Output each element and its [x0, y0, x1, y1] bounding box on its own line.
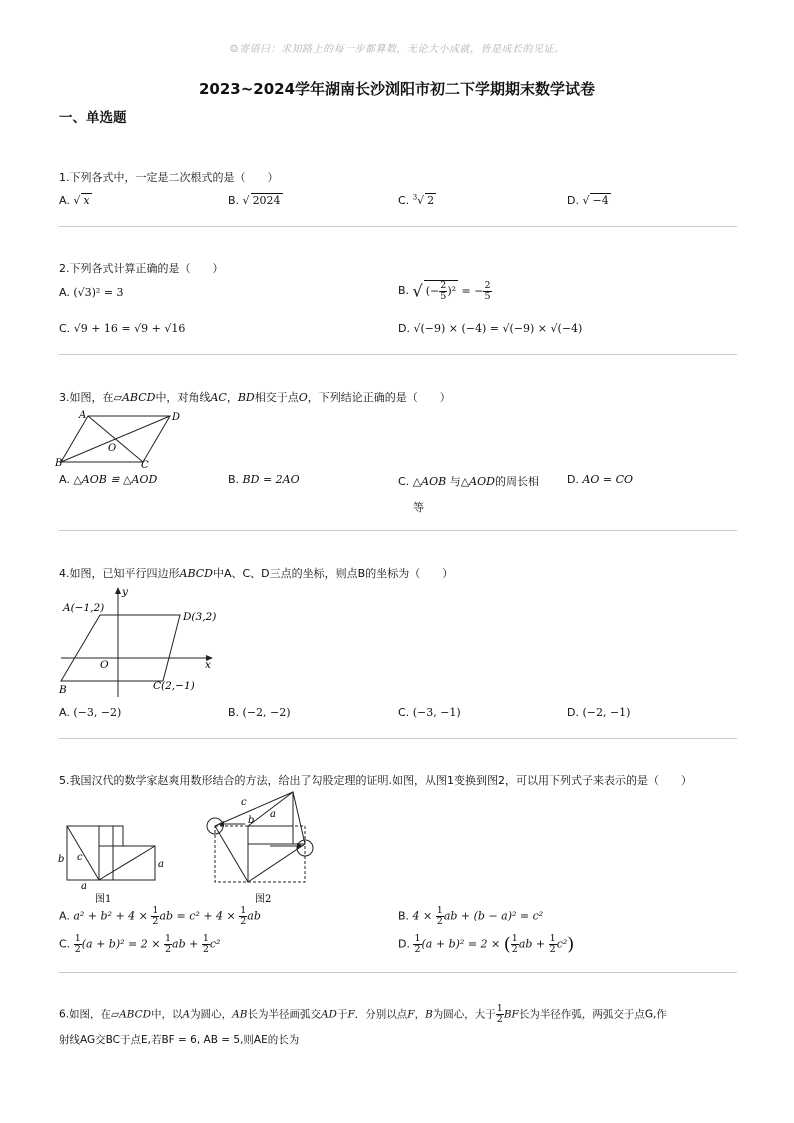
- option-letter: A.: [59, 909, 70, 923]
- expression: 9 + 16 = √9 + √16: [80, 322, 186, 335]
- option-text: (−3, −2): [73, 706, 122, 719]
- option-letter: C.: [398, 706, 410, 719]
- q1-option-c[interactable]: C. $^3$√ 2: [398, 193, 435, 207]
- numerator: 1: [240, 905, 247, 916]
- option-text: △AOB: [412, 475, 447, 488]
- option-letter: D.: [398, 322, 410, 335]
- stem-text: ，: [226, 391, 238, 404]
- stem-text: 相交于点: [254, 391, 299, 404]
- option-letter: D.: [567, 706, 579, 719]
- radicand: 2024: [252, 194, 281, 207]
- numerator: 1: [549, 933, 556, 944]
- divider: [59, 972, 737, 973]
- stem-text: 中A、C、D三点的坐标，则点B的坐标为（ ）: [212, 567, 454, 580]
- option-letter: A.: [59, 194, 70, 207]
- option-text: (−2, −1): [582, 706, 631, 719]
- option-letter: C.: [59, 322, 71, 335]
- q6-stem-line2: 射线AG交BC于点E,若BF = 6, AB = 5,则AE的长为: [59, 1034, 300, 1046]
- q3-option-c-wrap: 等: [413, 501, 424, 514]
- divider: [59, 530, 737, 531]
- option-letter: A.: [59, 706, 70, 719]
- origin-label: O: [100, 659, 109, 671]
- option-text: a² + b² + 4 ×: [73, 909, 148, 923]
- q3-parallelogram-figure: [55, 406, 185, 470]
- stem-text: 中，以: [151, 1008, 183, 1021]
- q4-option-a[interactable]: [59, 706, 121, 719]
- y-axis-label: y: [122, 586, 128, 598]
- option-text: △AOD: [460, 475, 495, 488]
- stem-text: ．分别以点: [354, 1008, 408, 1021]
- stem-math: AB: [232, 1008, 248, 1021]
- fig2-caption: 图2: [255, 894, 272, 905]
- stem-text: ，: [414, 1008, 426, 1021]
- q2-option-b[interactable]: B. √ (− $\frac{2}{5}$ )² = − $\frac{2}{5}$: [398, 279, 491, 302]
- stem-math: A: [182, 1008, 191, 1021]
- vertex-label-b: B: [55, 458, 63, 469]
- stem-text: 6.如图，在▱: [59, 1008, 120, 1021]
- option-text: ab +: [518, 937, 546, 951]
- option-text: ab + (b − a)² = c²: [443, 909, 544, 923]
- denominator: 2: [240, 916, 247, 927]
- fig1-label-c: c: [77, 852, 83, 863]
- q4-coordinate-figure: [55, 585, 225, 703]
- vertex-label-d: D: [172, 412, 181, 423]
- q3-option-c[interactable]: [398, 473, 539, 489]
- denominator: 2: [152, 916, 159, 927]
- stem-math: AD: [320, 1008, 337, 1021]
- fig1-label-a-right: a: [158, 859, 164, 870]
- denominator: 2: [414, 944, 421, 955]
- radicand: 2: [427, 194, 435, 207]
- fig2-label-c: c: [241, 797, 247, 808]
- q3-option-b[interactable]: [228, 473, 300, 486]
- numerator: 1: [414, 933, 421, 944]
- vertex-label-a: A: [79, 410, 87, 421]
- option-letter: B.: [228, 706, 240, 719]
- q4-stem: [59, 565, 453, 581]
- stem-text: 3.如图，在▱: [59, 391, 122, 404]
- expression: (√3)² = 3: [73, 286, 124, 299]
- option-letter: A.: [59, 286, 70, 299]
- denominator: 2: [164, 944, 172, 955]
- numerator: 2: [484, 279, 491, 291]
- option-text: 与: [449, 475, 461, 488]
- q1-option-b[interactable]: B. √ 2024: [228, 194, 281, 207]
- fig2-label-a: a: [270, 809, 276, 820]
- q2-option-c[interactable]: C. √9 + 16 = √9 + √16: [59, 322, 186, 335]
- denominator: 2: [436, 916, 443, 927]
- option-text: (a + b)² = 2 ×: [81, 937, 161, 951]
- q2-option-d[interactable]: D. √(−9) × (−4) = √(−9) × √(−4): [398, 322, 583, 335]
- stem-math: F: [347, 1008, 355, 1021]
- q5-option-d[interactable]: D. $\frac{1}{2}$ (a + b)² = 2 × ( $\frac{1}{2}$ ab + $\frac{1}{2}$ c²): [398, 933, 575, 955]
- stem-text: 中，对角线: [155, 391, 211, 404]
- denominator: 2: [496, 1014, 503, 1025]
- option-letter: B.: [398, 284, 410, 297]
- radicand: x: [83, 194, 90, 207]
- q3-stem: [59, 389, 451, 405]
- divider: [59, 354, 737, 355]
- point-label-b: B: [59, 684, 67, 696]
- stem-text: 长为半径画弧交: [247, 1008, 321, 1021]
- stem-math: F: [407, 1008, 415, 1021]
- numerator: 1: [74, 933, 81, 944]
- numerator: 1: [511, 933, 518, 944]
- q4-option-b[interactable]: [228, 706, 291, 719]
- option-text: BD = 2AO: [242, 473, 300, 486]
- option-letter: C.: [398, 194, 410, 207]
- q5-option-b[interactable]: [398, 906, 543, 927]
- numerator: 1: [436, 905, 443, 916]
- numerator: 1: [496, 1003, 503, 1014]
- section-heading: 一、单选题: [59, 110, 127, 126]
- denominator: 5: [440, 291, 447, 302]
- q5-option-c[interactable]: [59, 934, 220, 955]
- denominator: 2: [202, 944, 209, 955]
- stem-math: BF: [503, 1008, 519, 1021]
- q3-option-a[interactable]: [59, 473, 157, 486]
- numerator: 1: [152, 905, 159, 916]
- fig2-label-b: b: [248, 815, 255, 826]
- option-text: (−3, −1): [412, 706, 461, 719]
- option-text: ab: [247, 909, 261, 923]
- stem-text: 为圆心，大于: [432, 1008, 496, 1021]
- q2-option-a[interactable]: [59, 286, 124, 299]
- option-letter: D.: [567, 194, 579, 207]
- option-text: 的周长相: [494, 475, 539, 488]
- option-text: ab = c² + 4 ×: [159, 909, 236, 923]
- stem-math: ABCD: [121, 391, 156, 404]
- denominator: 2: [549, 944, 556, 955]
- divider: [59, 226, 737, 227]
- x-axis-label: x: [205, 659, 211, 671]
- q5-stem: 5.我国汉代的数学家赵爽用数形结合的方法，给出了勾股定理的证明.如图，从图1变换到图2，可以用下列式子来表示的是（ ）: [59, 774, 692, 787]
- point-label-c: C(2,−1): [153, 680, 195, 692]
- radicand: −4: [592, 194, 609, 207]
- q1-stem: 1.下列各式中，一定是二次根式的是（ ）: [59, 171, 279, 184]
- option-text: (a + b)² = 2 ×: [421, 937, 501, 951]
- expression: = −: [461, 284, 484, 298]
- stem-text: 于: [336, 1008, 348, 1021]
- stem-math: B: [425, 1008, 433, 1021]
- stem-text: ，下列结论正确的是（ ）: [307, 391, 451, 404]
- root-index: 3: [412, 193, 418, 202]
- fig1-label-b: b: [58, 854, 65, 865]
- expression: (−9) × (−4) = √(−9) × √(−4): [420, 322, 583, 335]
- vertex-label-c: C: [141, 460, 149, 470]
- stem-math: BD: [237, 391, 255, 404]
- center-label-o: O: [108, 443, 117, 454]
- stem-text: 4.如图，已知平行四边形: [59, 567, 180, 580]
- fig1-caption: 图1: [95, 894, 112, 905]
- option-letter: B.: [228, 194, 240, 207]
- motto-text: ☺寄语曰：求知路上的每一步都算数，无论大小成就，皆是成长的见证。: [229, 44, 565, 55]
- denominator: 2: [74, 944, 81, 955]
- stem-math: O: [298, 391, 308, 404]
- stem-text: 为圆心，: [190, 1008, 233, 1021]
- divider: [59, 738, 737, 739]
- stem-math: ABCD: [119, 1008, 152, 1021]
- q2-stem: 2.下列各式计算正确的是（ ）: [59, 262, 224, 275]
- option-letter: C.: [398, 475, 410, 488]
- stem-math: ABCD: [179, 567, 213, 580]
- option-letter: C.: [59, 937, 71, 951]
- point-label-a: A(−1,2): [63, 602, 105, 614]
- numerator: 1: [164, 933, 172, 944]
- denominator: 2: [511, 944, 518, 955]
- option-letter: D.: [567, 473, 579, 486]
- option-text: (−2, −2): [242, 706, 291, 719]
- option-text: c²: [556, 937, 568, 951]
- stem-math: AC: [210, 391, 227, 404]
- q5-zhao-shuang-figure: [55, 786, 325, 906]
- q6-stem-line1: [59, 1004, 667, 1025]
- option-text: AO = CO: [582, 473, 634, 486]
- q4-option-c[interactable]: [398, 706, 461, 719]
- option-letter: B.: [398, 909, 410, 923]
- option-letter: B.: [228, 473, 240, 486]
- point-label-d: D(3,2): [183, 611, 217, 623]
- stem-text: 长为半径作弧，两弧交于点G,作: [518, 1008, 667, 1021]
- option-text: △AOB ≌ △AOD: [73, 473, 158, 486]
- denominator: 5: [484, 290, 491, 302]
- option-letter: D.: [398, 937, 410, 951]
- numerator: 2: [440, 280, 447, 291]
- numerator: 1: [202, 933, 209, 944]
- q5-option-a[interactable]: [59, 906, 261, 927]
- option-text: ab +: [172, 937, 199, 951]
- option-text: c²: [209, 937, 221, 951]
- q4-option-d[interactable]: [567, 706, 630, 719]
- q3-option-d[interactable]: [567, 473, 633, 486]
- option-text: 4 ×: [412, 909, 433, 923]
- q1-option-a[interactable]: A. √ x: [59, 194, 90, 207]
- page-title: 2023~2024学年湖南长沙浏阳市初二下学期期末数学试卷: [198, 80, 596, 98]
- q1-option-d[interactable]: D. √ −4: [567, 194, 609, 207]
- option-letter: A.: [59, 473, 70, 486]
- fig1-label-a: a: [81, 881, 87, 892]
